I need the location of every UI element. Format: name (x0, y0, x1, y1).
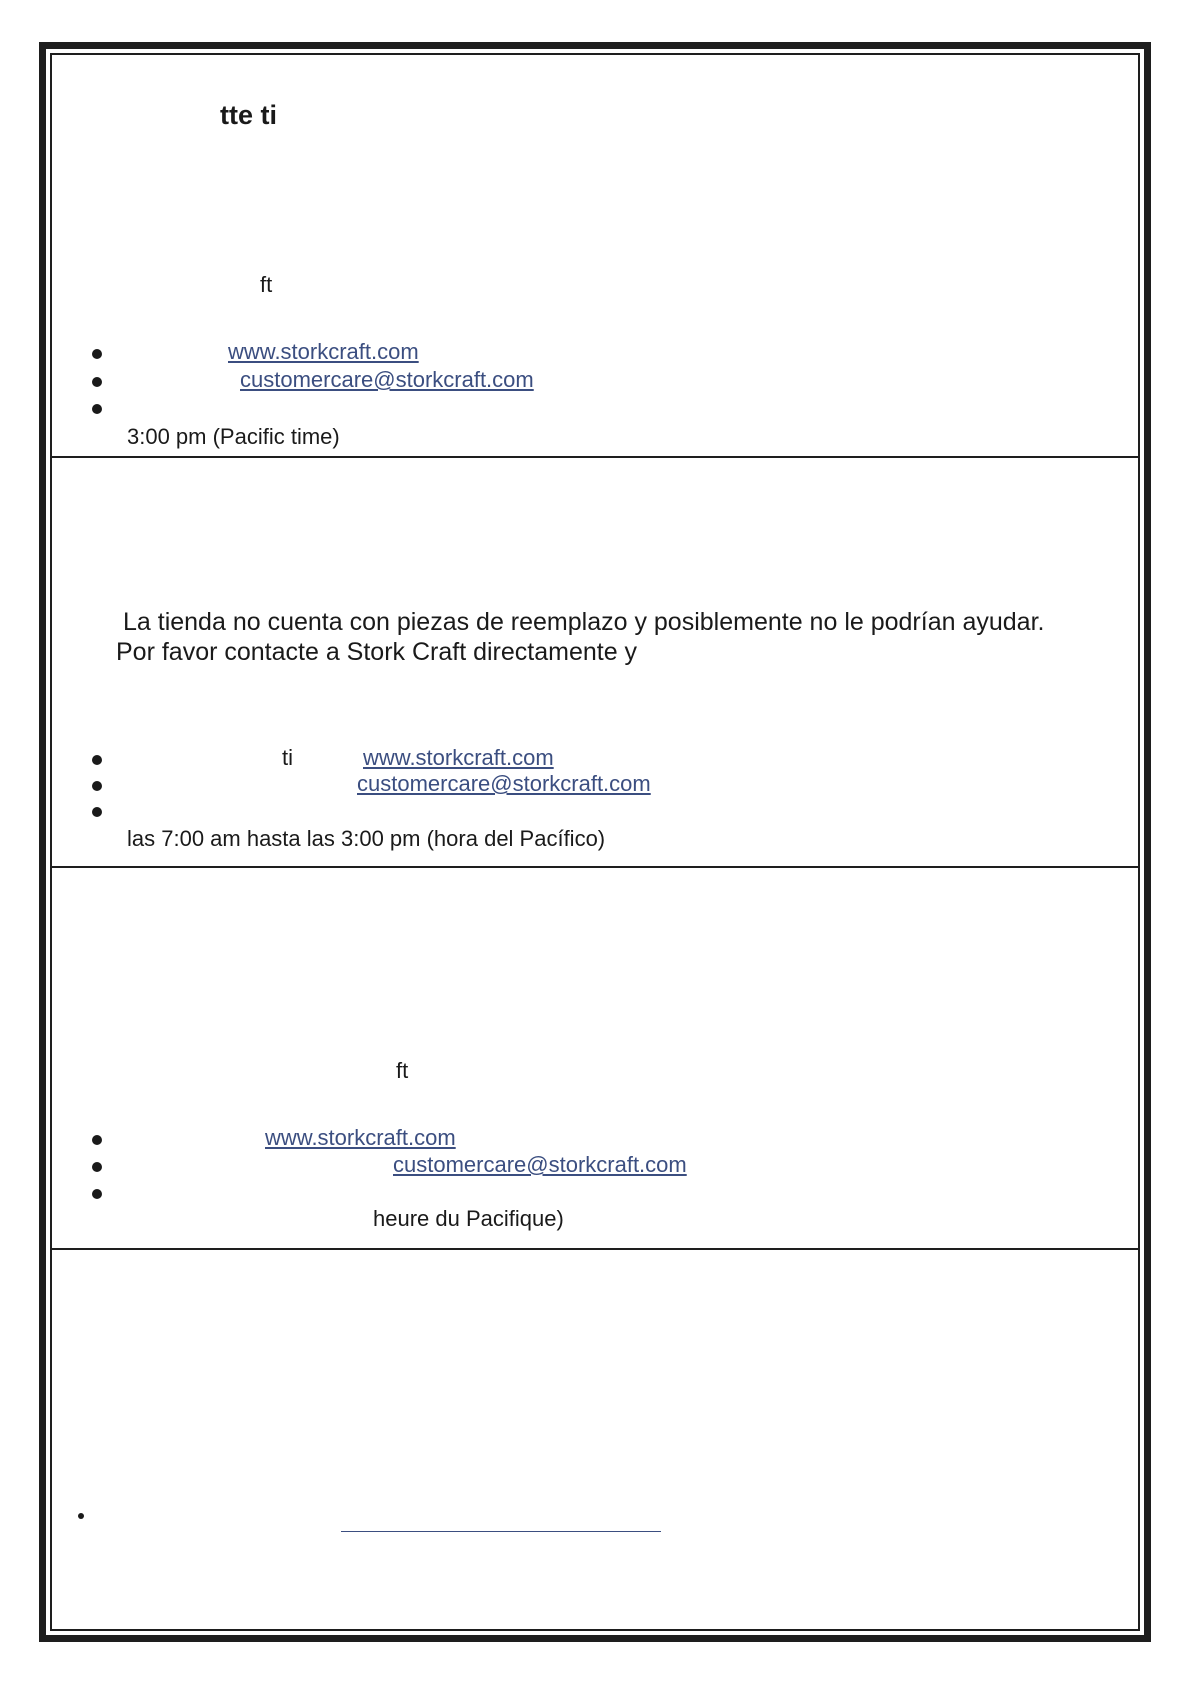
section-1-hours: 3:00 pm (Pacific time) (127, 424, 340, 449)
bullet (92, 807, 102, 817)
section-1-email-link[interactable]: customercare@storkcraft.com (240, 367, 534, 392)
bullet (92, 1162, 102, 1172)
section-1-website-link[interactable]: www.storkcraft.com (228, 339, 419, 364)
section-2-line-2: Por favor contacte a Stork Craft directamente y (116, 638, 638, 666)
section-3-email-link[interactable]: customercare@storkcraft.com (393, 1152, 687, 1177)
section-divider (52, 1248, 1138, 1250)
section-2-hours: las 7:00 am hasta las 3:00 pm (hora del Pacífico) (127, 826, 606, 851)
section-2-website-prefix: ti (282, 745, 293, 770)
bullet (78, 1513, 84, 1519)
section-3-fragment: ft (396, 1058, 409, 1083)
section-1-fragment: ft (260, 272, 273, 297)
bullet (92, 404, 102, 414)
section-3-website-link[interactable]: www.storkcraft.com (265, 1125, 456, 1150)
section-2-line-1: La tienda no cuenta con piezas de reemplazo y posiblemente no le podrían ayudar. (123, 608, 1045, 636)
blank-link-underline[interactable] (341, 1531, 661, 1532)
section-1-title: tte ti (220, 100, 277, 130)
bullet (92, 781, 102, 791)
section-2-email-link[interactable]: customercare@storkcraft.com (357, 771, 651, 796)
section-2-website-link[interactable]: www.storkcraft.com (363, 745, 554, 770)
bullet (92, 1135, 102, 1145)
section-3-hours: heure du Pacifique) (373, 1206, 564, 1231)
bullet (92, 349, 102, 359)
bullet (92, 1189, 102, 1199)
bullet (92, 377, 102, 387)
bullet (92, 755, 102, 765)
section-divider (52, 456, 1138, 458)
section-divider (52, 866, 1138, 868)
